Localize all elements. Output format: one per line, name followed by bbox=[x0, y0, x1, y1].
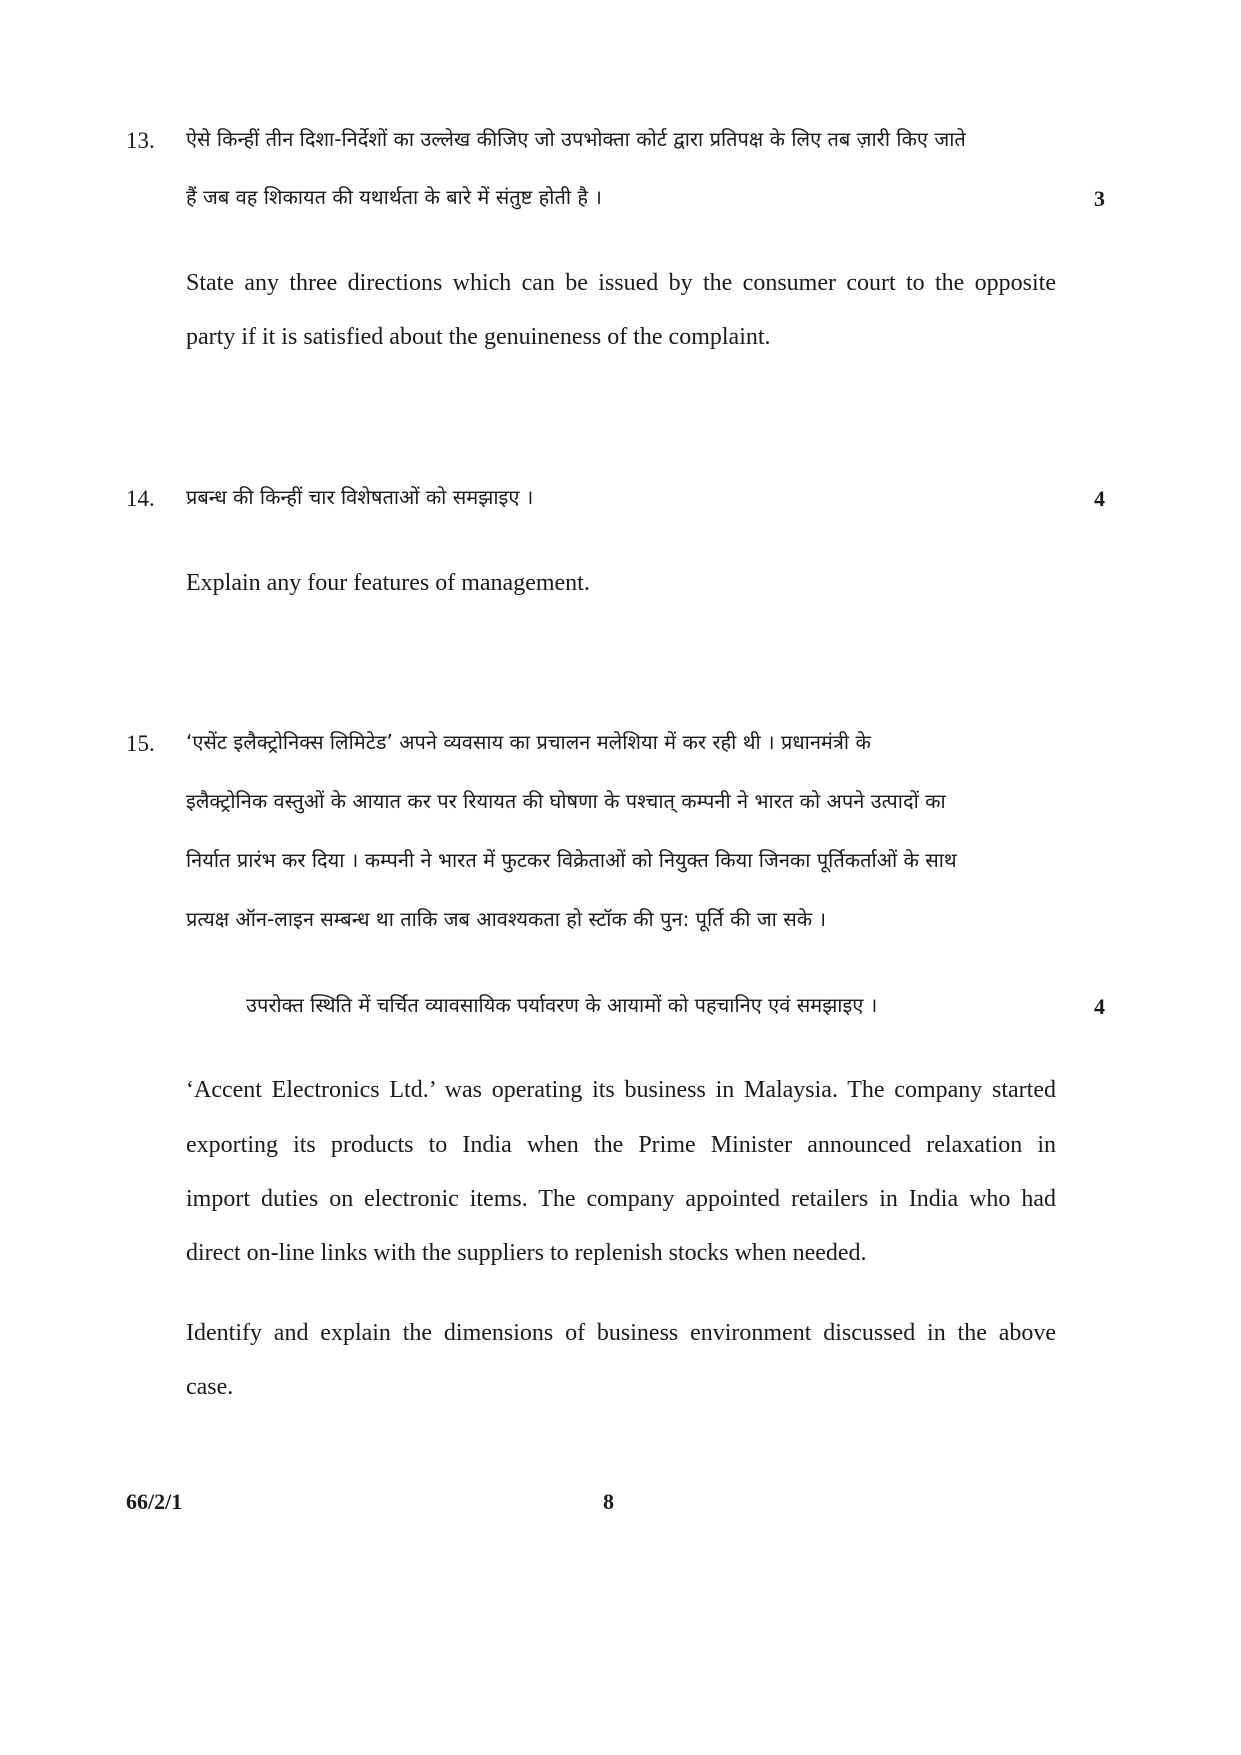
question-15-hindi-line-4: प्रत्यक्ष ऑन-लाइन सम्बन्ध था ताकि जब आवश्यकता हो स्टॉक की पुन: पूर्ति की जा सके । bbox=[186, 907, 827, 931]
question-13-number: 13. bbox=[126, 128, 155, 153]
question-15-hindi-question: उपरोक्त स्थिति में चर्चित व्यावसायिक पर्यावरण के आयामों को पहचानिए एवं समझाइए । bbox=[246, 993, 878, 1017]
question-13-marks: 3 bbox=[1094, 186, 1105, 211]
question-15-number: 15. bbox=[126, 731, 155, 756]
page-number: 8 bbox=[603, 1489, 614, 1514]
question-15-hindi-line-1: ‘एसेंट इलैक्ट्रोनिक्स लिमिटेड’ अपने व्यवसाय का प्रचालन मलेशिया में कर रही थी । प्रधानमंत्री के bbox=[186, 730, 871, 754]
question-15-english-case-line-4: direct on-line links with the suppliers to replenish stocks when needed. bbox=[186, 1240, 867, 1266]
question-15-english-case-line-3: import duties on electronic items. The company appointed retailers in India who had bbox=[186, 1186, 1056, 1212]
question-14-hindi-line-1: प्रबन्ध की किन्हीं चार विशेषताओं को समझाइए । bbox=[186, 485, 534, 509]
question-13-english-line-1: State any three directions which can be issued by the consumer court to the opposite bbox=[186, 270, 1056, 296]
question-15-english-case-line-2: exporting its products to India when the Prime Minister announced relaxation in bbox=[186, 1132, 1056, 1158]
question-15-english-question-line-1: Identify and explain the dimensions of business environment discussed in the above bbox=[186, 1320, 1056, 1346]
question-13-english-line-2: party if it is satisfied about the genuineness of the complaint. bbox=[186, 324, 771, 350]
question-14-english-line-1: Explain any four features of management. bbox=[186, 570, 590, 596]
question-13-hindi-line-2: हैं जब वह शिकायत की यथार्थता के बारे में संतुष्ट होती है । bbox=[186, 185, 602, 209]
question-14-marks: 4 bbox=[1094, 486, 1105, 511]
question-13-hindi-line-1: ऐसे किन्हीं तीन दिशा-निर्देशों का उल्लेख कीजिए जो उपभोक्ता कोर्ट द्वारा प्रतिपक्ष के लिए तब ज़ारी किए जाते bbox=[186, 127, 966, 151]
question-15-english-question-line-2: case. bbox=[186, 1374, 234, 1400]
question-15-marks: 4 bbox=[1094, 994, 1105, 1019]
question-14-number: 14. bbox=[126, 486, 155, 511]
paper-code: 66/2/1 bbox=[126, 1489, 183, 1514]
question-15-english-case-line-1: ‘Accent Electronics Ltd.’ was operating its business in Malaysia. The company started bbox=[186, 1077, 1056, 1103]
question-15-hindi-line-2: इलैक्ट्रोनिक वस्तुओं के आयात कर पर रियायत की घोषणा के पश्चात् कम्पनी ने भारत को अपने उत्पादों का bbox=[186, 789, 946, 813]
question-15-hindi-line-3: निर्यात प्रारंभ कर दिया । कम्पनी ने भारत में फुटकर विक्रेताओं को नियुक्त किया जिनका पूर्तिकर्ताओं के साथ bbox=[186, 848, 957, 872]
